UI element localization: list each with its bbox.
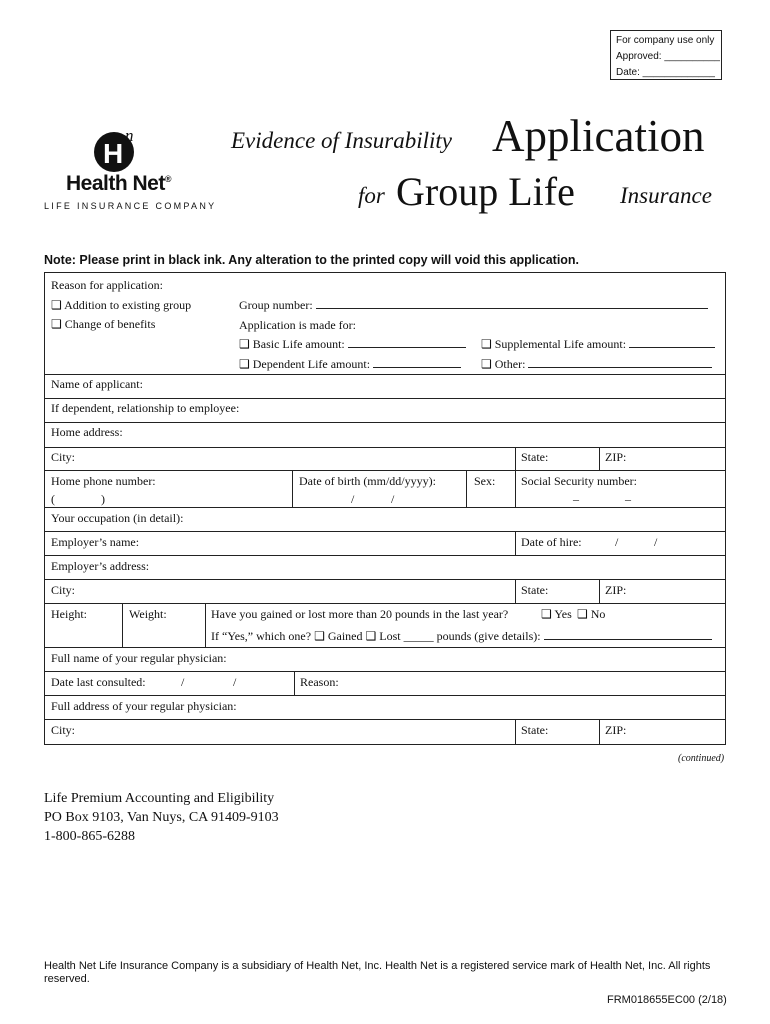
- change-checkbox[interactable]: ❑ Change of benefits: [51, 317, 156, 331]
- home-address-field[interactable]: Home address:: [51, 425, 123, 439]
- reason-label: Reason for application:: [51, 278, 163, 292]
- date-field[interactable]: Date: _____________: [616, 67, 715, 78]
- home-phone-field[interactable]: Home phone number:: [51, 474, 156, 488]
- weight-field[interactable]: Weight:: [129, 607, 167, 621]
- health-net-logo-icon: [92, 125, 142, 175]
- title-for: for: [358, 183, 385, 208]
- date-of-hire-field[interactable]: Date of hire:: [521, 535, 582, 549]
- physician-state-field[interactable]: State:: [521, 723, 549, 737]
- dob-slash-1: /: [351, 492, 355, 506]
- title-insurance: Insurance: [620, 183, 712, 208]
- mail-address-phone: 1-800-865-6288: [44, 829, 135, 844]
- state-field[interactable]: State:: [521, 450, 549, 464]
- phone-paren-close: ): [101, 492, 105, 506]
- employer-city-field[interactable]: City:: [51, 583, 76, 597]
- company-use-label: For company use only: [616, 35, 715, 46]
- company-use-box: [610, 30, 722, 80]
- ssn-field[interactable]: Social Security number:: [521, 474, 637, 488]
- phone-paren-open: (: [51, 492, 55, 506]
- employer-name-field[interactable]: Employer’s name:: [51, 535, 140, 549]
- title-evidence: Evidence of Insurability: [231, 128, 452, 153]
- dependent-relationship-field[interactable]: If dependent, relationship to employee:: [51, 401, 240, 415]
- hire-slash-1: /: [615, 535, 619, 549]
- logo-mark-letter: H: [103, 138, 124, 169]
- sex-field[interactable]: Sex:: [474, 474, 496, 488]
- basic-life-field[interactable]: ❑ Basic Life amount:: [239, 337, 466, 351]
- weight-change-question: Have you gained or lost more than 20 pounds in the last year?: [211, 607, 509, 621]
- title-application: Application: [492, 111, 705, 161]
- group-number-field[interactable]: Group number:: [239, 298, 708, 312]
- approved-field[interactable]: Approved: __________: [616, 51, 720, 62]
- yes-checkbox[interactable]: ❑ Yes: [541, 607, 572, 621]
- dob-slash-2: /: [391, 492, 395, 506]
- ink-note: Note: Please print in black ink. Any alteration to the printed copy will void this application.: [44, 253, 580, 267]
- physician-address-field[interactable]: Full address of your regular physician:: [51, 699, 237, 713]
- physician-zip-field[interactable]: ZIP:: [605, 723, 627, 737]
- no-checkbox[interactable]: ❑ No: [577, 607, 606, 621]
- supplemental-life-field[interactable]: ❑ Supplemental Life amount:: [481, 337, 715, 351]
- addition-checkbox[interactable]: ❑ Addition to existing group: [51, 298, 192, 312]
- dob-field[interactable]: Date of birth (mm/dd/yyyy):: [299, 474, 436, 488]
- name-of-applicant-field[interactable]: Name of applicant:: [51, 377, 143, 391]
- employer-address-field[interactable]: Employer’s address:: [51, 559, 150, 573]
- continued-label: (continued): [678, 753, 725, 764]
- weight-details-field[interactable]: If “Yes,” which one? ❑ Gained ❑ Lost _____ pounds (give details):: [211, 629, 712, 643]
- form-number: FRM018655EC00 (2/18): [607, 994, 727, 1006]
- height-field[interactable]: Height:: [51, 607, 87, 621]
- occupation-field[interactable]: Your occupation (in detail):: [51, 511, 184, 525]
- reason-field[interactable]: Reason:: [300, 675, 339, 689]
- consult-slash-1: /: [181, 675, 185, 689]
- title-group-life: Group Life: [396, 169, 575, 214]
- footer-disclaimer: Health Net Life Insurance Company is a subsidiary of Health Net, Inc. Health Net is a registered service mark of Health Net, Inc. All rights reserved.: [44, 960, 711, 985]
- zip-field[interactable]: ZIP:: [605, 450, 627, 464]
- employer-zip-field[interactable]: ZIP:: [605, 583, 627, 597]
- other-field[interactable]: ❑ Other:: [481, 357, 712, 371]
- logo-mark-n: n: [125, 126, 134, 145]
- logo-subtitle: LIFE INSURANCE COMPANY: [44, 201, 217, 211]
- made-for-label: Application is made for:: [239, 318, 356, 332]
- mail-address-line1: Life Premium Accounting and Eligibility: [44, 791, 275, 806]
- logo-name: Health Net®: [66, 172, 171, 195]
- ssn-dash-2: –: [625, 492, 631, 506]
- ssn-dash-1: –: [573, 492, 579, 506]
- mail-address-line2: PO Box 9103, Van Nuys, CA 91409-9103: [44, 810, 279, 825]
- hire-slash-2: /: [654, 535, 658, 549]
- city-field[interactable]: City:: [51, 450, 76, 464]
- application-form: [44, 272, 726, 745]
- physician-name-field[interactable]: Full name of your regular physician:: [51, 651, 227, 665]
- consult-slash-2: /: [233, 675, 237, 689]
- dependent-life-field[interactable]: ❑ Dependent Life amount:: [239, 357, 461, 371]
- employer-state-field[interactable]: State:: [521, 583, 549, 597]
- date-last-consulted-field[interactable]: Date last consulted:: [51, 675, 146, 689]
- physician-city-field[interactable]: City:: [51, 723, 76, 737]
